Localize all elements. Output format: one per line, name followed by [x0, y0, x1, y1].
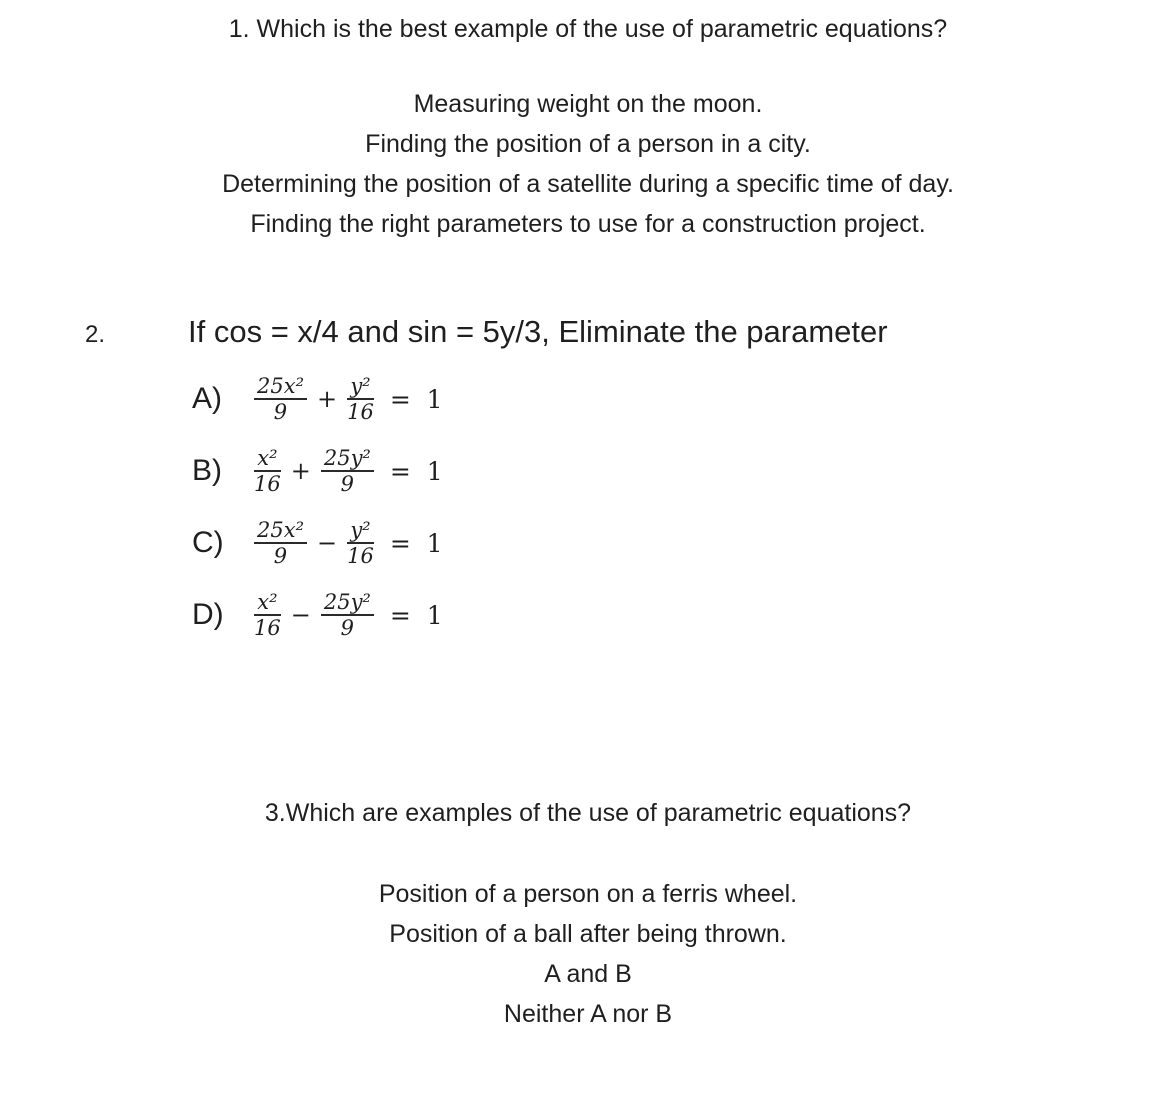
operator: + [290, 457, 311, 485]
question-3-option: A and B [544, 960, 632, 988]
fraction-denominator: 16 [347, 544, 374, 568]
fraction-numerator: x² [254, 591, 280, 616]
fraction [321, 591, 374, 639]
equals-one: = 1 [389, 456, 443, 486]
question-1 [0, 0, 1176, 244]
fraction-denominator: 9 [273, 544, 288, 568]
fraction-denominator: 16 [347, 400, 374, 424]
operator: − [316, 529, 338, 557]
question-2-options [192, 370, 1176, 644]
fraction [254, 375, 307, 423]
answer-choice-a [192, 370, 1176, 428]
question-3 [0, 799, 1176, 1034]
fraction-denominator: 9 [273, 400, 288, 424]
question-1-text: 1. Which is the best example of the use of parametric equations? [228, 15, 948, 43]
answer-choice-d [192, 586, 1176, 644]
fraction-denominator: 16 [254, 472, 281, 496]
question-2-header [0, 314, 1176, 350]
fraction [254, 447, 281, 495]
question-1-options [0, 84, 1176, 244]
fraction-denominator: 9 [340, 616, 355, 640]
equals-one: = 1 [389, 384, 443, 414]
equals-one: = 1 [389, 528, 443, 558]
question-2-number: 2. [85, 321, 106, 348]
fraction [347, 519, 374, 567]
fraction [254, 519, 307, 567]
equals-one: = 1 [389, 600, 443, 630]
fraction-denominator: 9 [340, 472, 355, 496]
fraction-numerator: 25x² [254, 375, 307, 400]
fraction-numerator: y² [347, 519, 373, 544]
operator: − [290, 601, 311, 629]
choice-label-d: D) [192, 598, 224, 631]
question-3-options [0, 874, 1176, 1034]
fraction [347, 375, 374, 423]
question-1-option: Determining the position of a satellite during a specific time of day. [222, 170, 954, 198]
answer-choice-c [192, 514, 1176, 572]
question-2 [0, 314, 1176, 644]
fraction-numerator: 25y² [321, 591, 374, 616]
question-3-option: Position of a person on a ferris wheel. [378, 880, 798, 908]
question-1-option: Measuring weight on the moon. [413, 90, 763, 118]
fraction-denominator: 16 [254, 616, 281, 640]
fraction [321, 447, 374, 495]
question-2-text: If cos = x/4 and sin = 5y/3, Eliminate the parameter [188, 314, 888, 349]
fraction-numerator: 25y² [321, 447, 374, 472]
operator: + [316, 385, 338, 413]
answer-choice-b [192, 442, 1176, 500]
question-3-option: Neither A nor B [503, 1000, 673, 1028]
fraction-numerator: 25x² [254, 519, 307, 544]
question-1-option: Finding the position of a person in a city. [365, 130, 811, 158]
question-3-option: Position of a ball after being thrown. [389, 920, 787, 948]
fraction-numerator: y² [347, 375, 373, 400]
fraction [254, 591, 281, 639]
choice-label-c: C) [192, 526, 224, 559]
choice-label-a: A) [192, 382, 222, 415]
fraction-numerator: x² [254, 447, 280, 472]
question-3-text: 3.Which are examples of the use of parametric equations? [264, 799, 912, 827]
question-1-option: Finding the right parameters to use for a construction project. [250, 210, 926, 238]
choice-label-b: B) [192, 454, 222, 487]
